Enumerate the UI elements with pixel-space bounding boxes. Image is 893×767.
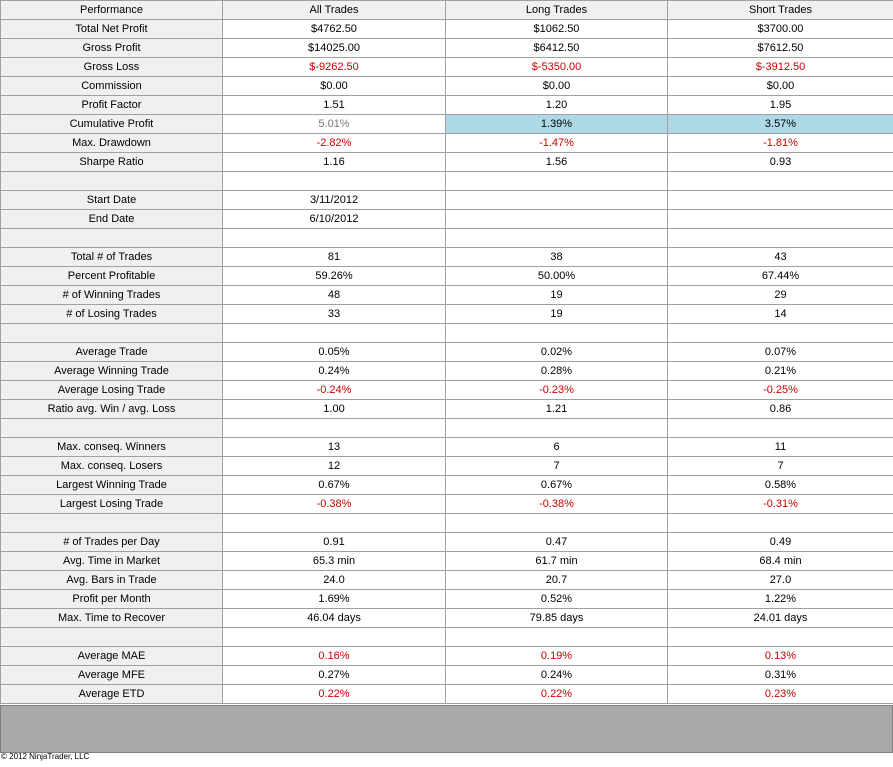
cell-all-trades[interactable] [223,229,446,248]
cell-short-trades[interactable]: 0.86 [668,400,893,419]
cell-short-trades[interactable] [668,210,893,229]
cell-short-trades[interactable]: 0.93 [668,153,893,172]
table-row[interactable] [1,153,893,172]
row-label: Average MFE [1,666,223,685]
cell-short-trades[interactable]: -0.31% [668,495,893,514]
spacer-row[interactable] [1,628,893,647]
row-label: Profit Factor [1,96,223,115]
cell-all-trades[interactable]: 0.05% [223,343,446,362]
cell-short-trades[interactable]: -1.81% [668,134,893,153]
cell-all-trades[interactable]: 12 [223,457,446,476]
table-row[interactable] [1,590,893,609]
row-label: Average ETD [1,685,223,704]
cell-long-trades[interactable]: -1.47% [446,134,668,153]
cell-long-trades[interactable] [446,324,668,343]
cell-short-trades[interactable]: 0.21% [668,362,893,381]
table-row[interactable] [1,457,893,476]
table-row[interactable] [1,305,893,324]
row-label: Largest Losing Trade [1,495,223,514]
row-label [1,419,223,438]
cell-long-trades[interactable]: 61.7 min [446,552,668,571]
row-label: Average MAE [1,647,223,666]
grid-body [1,20,893,704]
cell-all-trades[interactable]: 1.16 [223,153,446,172]
cell-short-trades[interactable]: 0.58% [668,476,893,495]
cell-long-trades[interactable] [446,419,668,438]
table-row[interactable] [1,210,893,229]
table-row[interactable] [1,362,893,381]
cell-all-trades[interactable] [223,419,446,438]
cell-long-trades[interactable]: 0.67% [446,476,668,495]
table-row[interactable] [1,400,893,419]
cell-long-trades[interactable]: $6412.50 [446,39,668,58]
cell-short-trades[interactable]: -0.25% [668,381,893,400]
row-label [1,172,223,191]
cell-long-trades[interactable]: $0.00 [446,77,668,96]
cell-short-trades[interactable]: 3.57% [668,115,893,134]
cell-all-trades[interactable]: 1.51 [223,96,446,115]
cell-long-trades[interactable]: 0.24% [446,666,668,685]
cell-all-trades[interactable]: 48 [223,286,446,305]
cell-long-trades[interactable] [446,514,668,533]
cell-all-trades[interactable]: 1.69% [223,590,446,609]
row-label [1,324,223,343]
cell-all-trades[interactable]: -2.82% [223,134,446,153]
table-row[interactable] [1,495,893,514]
cell-long-trades[interactable] [446,210,668,229]
cell-all-trades[interactable]: 5.01% [223,115,446,134]
column-header-short-trades[interactable]: Short Trades [668,1,893,20]
table-row[interactable] [1,476,893,495]
cell-all-trades[interactable]: -0.38% [223,495,446,514]
cell-long-trades[interactable]: 0.28% [446,362,668,381]
cell-all-trades[interactable]: $14025.00 [223,39,446,58]
cell-short-trades[interactable] [668,324,893,343]
cell-long-trades[interactable]: 19 [446,286,668,305]
cell-long-trades[interactable]: 1.21 [446,400,668,419]
spacer-row[interactable] [1,229,893,248]
cell-short-trades[interactable]: 1.95 [668,96,893,115]
cell-long-trades[interactable]: $1062.50 [446,20,668,39]
cell-all-trades[interactable]: 0.24% [223,362,446,381]
cell-all-trades[interactable]: $0.00 [223,77,446,96]
row-label: Avg. Time in Market [1,552,223,571]
table-row[interactable] [1,647,893,666]
cell-short-trades[interactable]: 0.23% [668,685,893,704]
cell-short-trades[interactable] [668,229,893,248]
row-label: # of Winning Trades [1,286,223,305]
table-row[interactable] [1,685,893,704]
table-row[interactable] [1,609,893,628]
cell-short-trades[interactable] [668,628,893,647]
cell-short-trades[interactable]: 43 [668,248,893,267]
cell-all-trades[interactable]: 65.3 min [223,552,446,571]
cell-short-trades[interactable]: 68.4 min [668,552,893,571]
cell-long-trades[interactable]: 19 [446,305,668,324]
row-label: # of Trades per Day [1,533,223,552]
cell-long-trades[interactable]: 0.52% [446,590,668,609]
cell-all-trades[interactable] [223,172,446,191]
cell-short-trades[interactable]: 0.07% [668,343,893,362]
row-label: Max. conseq. Losers [1,457,223,476]
cell-all-trades[interactable]: 1.00 [223,400,446,419]
row-label: Max. Drawdown [1,134,223,153]
column-header-long-trades[interactable]: Long Trades [446,1,668,20]
table-row[interactable] [1,286,893,305]
cell-short-trades[interactable]: 14 [668,305,893,324]
cell-short-trades[interactable]: 0.13% [668,647,893,666]
cell-long-trades[interactable]: $-5350.00 [446,58,668,77]
cell-short-trades[interactable]: 11 [668,438,893,457]
row-label: End Date [1,210,223,229]
cell-long-trades[interactable]: 50.00% [446,267,668,286]
row-label: Largest Winning Trade [1,476,223,495]
cell-long-trades[interactable]: 0.02% [446,343,668,362]
cell-all-trades[interactable]: $-9262.50 [223,58,446,77]
cell-all-trades[interactable]: $4762.50 [223,20,446,39]
cell-all-trades[interactable]: 0.16% [223,647,446,666]
row-label: Profit per Month [1,590,223,609]
header-row [1,1,893,20]
table-row[interactable] [1,77,893,96]
cell-short-trades[interactable] [668,191,893,210]
cell-long-trades[interactable]: -0.38% [446,495,668,514]
cell-all-trades[interactable]: 33 [223,305,446,324]
cell-long-trades[interactable]: 0.47 [446,533,668,552]
row-label: Max. Time to Recover [1,609,223,628]
row-label: Start Date [1,191,223,210]
spacer-row[interactable] [1,324,893,343]
row-label: Average Winning Trade [1,362,223,381]
row-label: Average Trade [1,343,223,362]
cell-long-trades[interactable]: 7 [446,457,668,476]
cell-long-trades[interactable]: 1.56 [446,153,668,172]
cell-short-trades[interactable]: $-3912.50 [668,58,893,77]
spacer-row[interactable] [1,514,893,533]
cell-all-trades[interactable]: 3/11/2012 [223,191,446,210]
row-label: Gross Profit [1,39,223,58]
cell-all-trades[interactable]: 6/10/2012 [223,210,446,229]
row-label: Percent Profitable [1,267,223,286]
table-row[interactable] [1,552,893,571]
row-label: Total # of Trades [1,248,223,267]
cell-all-trades[interactable]: 24.0 [223,571,446,590]
cell-all-trades[interactable] [223,514,446,533]
row-label: Average Losing Trade [1,381,223,400]
spacer-row[interactable] [1,172,893,191]
row-label: Gross Loss [1,58,223,77]
cell-short-trades[interactable]: 29 [668,286,893,305]
table-row[interactable] [1,115,893,134]
cell-all-trades[interactable]: 81 [223,248,446,267]
cell-short-trades[interactable]: 1.22% [668,590,893,609]
row-label: Sharpe Ratio [1,153,223,172]
cell-short-trades[interactable]: 0.49 [668,533,893,552]
table-row[interactable] [1,248,893,267]
cell-short-trades[interactable]: 7 [668,457,893,476]
row-label: Avg. Bars in Trade [1,571,223,590]
table-row[interactable] [1,96,893,115]
cell-all-trades[interactable] [223,324,446,343]
cell-long-trades[interactable]: 0.19% [446,647,668,666]
column-header-all-trades[interactable]: All Trades [223,1,446,20]
copyright-text: © 2012 NinjaTrader, LLC [1,752,90,761]
cell-long-trades[interactable]: 6 [446,438,668,457]
cell-long-trades[interactable] [446,628,668,647]
table-row[interactable] [1,39,893,58]
cell-long-trades[interactable]: 1.20 [446,96,668,115]
table-row[interactable] [1,20,893,39]
row-label: Max. conseq. Winners [1,438,223,457]
row-label: Cumulative Profit [1,115,223,134]
row-label: Total Net Profit [1,20,223,39]
cell-short-trades[interactable]: 27.0 [668,571,893,590]
cell-all-trades[interactable]: 0.22% [223,685,446,704]
cell-short-trades[interactable]: 0.31% [668,666,893,685]
cell-short-trades[interactable] [668,172,893,191]
cell-long-trades[interactable]: 38 [446,248,668,267]
cell-long-trades[interactable]: -0.23% [446,381,668,400]
cell-all-trades[interactable]: 13 [223,438,446,457]
table-row[interactable] [1,533,893,552]
cell-all-trades[interactable]: 0.27% [223,666,446,685]
cell-short-trades[interactable]: $3700.00 [668,20,893,39]
cell-short-trades[interactable] [668,419,893,438]
row-label: Commission [1,77,223,96]
cell-all-trades[interactable]: 0.91 [223,533,446,552]
cell-all-trades[interactable]: 46.04 days [223,609,446,628]
cell-short-trades[interactable] [668,514,893,533]
row-label: Ratio avg. Win / avg. Loss [1,400,223,419]
row-label: # of Losing Trades [1,305,223,324]
cell-long-trades[interactable] [446,172,668,191]
cell-short-trades[interactable]: 67.44% [668,267,893,286]
table-row[interactable] [1,134,893,153]
cell-short-trades[interactable]: 24.01 days [668,609,893,628]
column-header-performance[interactable]: Performance [1,1,223,20]
cell-long-trades[interactable]: 0.22% [446,685,668,704]
table-row[interactable] [1,381,893,400]
cell-short-trades[interactable]: $7612.50 [668,39,893,58]
table-row[interactable] [1,666,893,685]
table-row[interactable] [1,58,893,77]
cell-all-trades[interactable] [223,628,446,647]
cell-all-trades[interactable]: 0.67% [223,476,446,495]
table-row[interactable] [1,438,893,457]
cell-long-trades[interactable] [446,229,668,248]
cell-long-trades[interactable]: 1.39% [446,115,668,134]
empty-grid-area [0,705,893,753]
table-row[interactable] [1,267,893,286]
cell-long-trades[interactable] [446,191,668,210]
row-label [1,628,223,647]
table-row[interactable] [1,343,893,362]
cell-long-trades[interactable]: 20.7 [446,571,668,590]
row-label [1,229,223,248]
table-row[interactable] [1,191,893,210]
cell-short-trades[interactable]: $0.00 [668,77,893,96]
row-label [1,514,223,533]
cell-long-trades[interactable]: 79.85 days [446,609,668,628]
cell-all-trades[interactable]: 59.26% [223,267,446,286]
spacer-row[interactable] [1,419,893,438]
table-row[interactable] [1,571,893,590]
cell-all-trades[interactable]: -0.24% [223,381,446,400]
